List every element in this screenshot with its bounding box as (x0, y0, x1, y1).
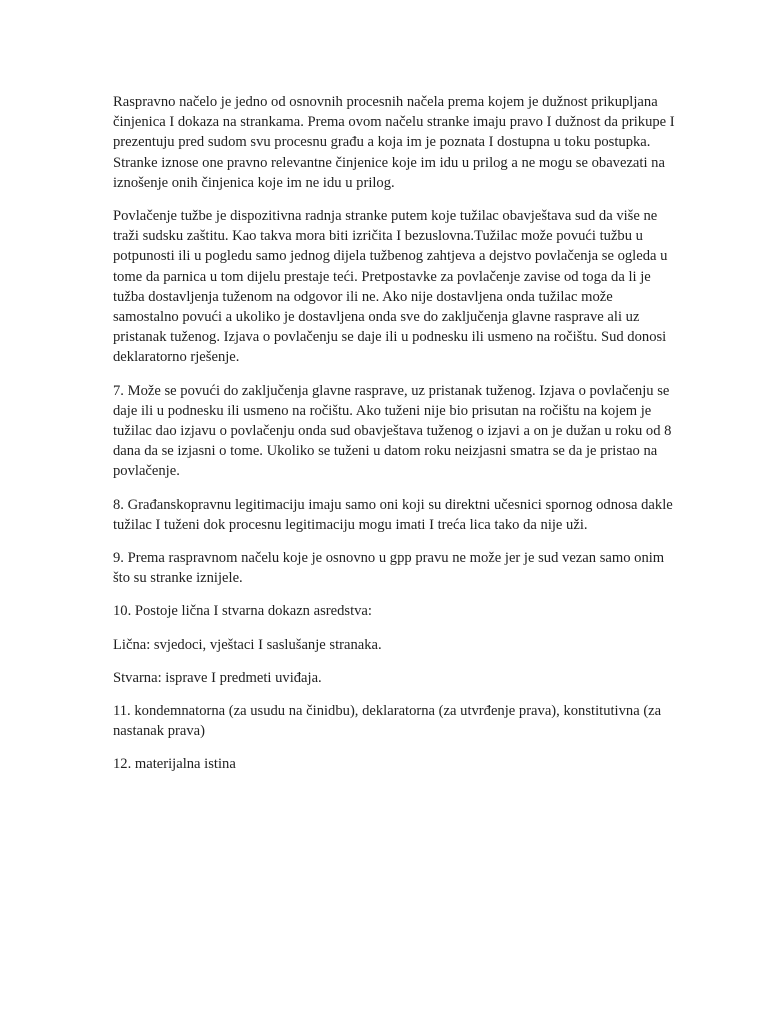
paragraph-povlacenje-tuzbe: Povlačenje tužbe je dispozitivna radnja stranke putem koje tužilac obavještava sud da više ne traži sudsku zaštitu. Kao takva mora biti izričita I bezuslovna.Tužilac može povući tužbu u potpunosti ili u pogledu samo jednog dijela tužbenog zahtjeva a dejstvo povlačenja se ogleda u tome da parnica u tom dijelu prestaje teći. Pretpostavke za povlačenje zavise od toga da li je tužba dostavljenja tuženom na odgovor ili ne. Ako nije dostavljena onda tužilac može samostalno povući a ukoliko je dostavljena onda sve do zaključenja glavne rasprave ali uz pristanak tuženog. Izjava o povlačenju se daje ili u podnesku ili usmeno na ročištu. Sud donosi deklaratorno rješenje. (113, 208, 668, 366)
document-page (113, 92, 679, 788)
paragraph-answer-7: 7. Može se povući do zaključenja glavne rasprave, uz pristanak tuženog. Izjava o povlačenju se daje ili u podnesku ili usmeno na ročištu. Ako tuženi nije bio prisutan na ročištu na kojem je tužilac dao izjavu o povlačenju onda sud obavještava tuženog o izjavi a on je dužan u roku od 8 dana da se izjasni o tome. Ukoliko se tuženi u datom roku neizjasni smatra se da je pristao na povlačenje. (113, 382, 672, 480)
paragraph-answer-11: 11. kondemnatorna (za usudu na činidbu), deklaratorna (za utvrđenje prava), konstitutivna (za nastanak prava) (113, 703, 662, 740)
paragraph-licna: Lična: svjedoci, vještaci I saslušanje stranaka. (113, 636, 382, 653)
paragraph-answer-10: 10. Postoje lična I stvarna dokazn asredstva: (113, 603, 372, 620)
paragraph-raspravno-nacelo: Raspravno načelo je jedno od osnovnih procesnih načela prema kojem je dužnost prikupljana činjenica I dokaza na strankama. Prema ovom načelu stranke imaju pravo I dužnost da prikupe I prezentuju pred sudom svu procesnu građu a koja im je poznata I dostupna u toku postupka. Stranke iznose one pravno relevantne činjenice koje im idu u prilog a ne mogu se obavezati na iznošenje onih činjenica koje im ne idu u prilog. (113, 94, 675, 191)
paragraph-stvarna: Stvarna: isprave I predmeti uviđaja. (113, 669, 322, 686)
paragraph-answer-9: 9. Prema raspravnom načelu koje je osnovno u gpp pravu ne može jer je sud vezan samo onim što su stranke iznijele. (113, 550, 665, 587)
paragraph-answer-12: 12. materijalna istina (113, 756, 236, 773)
paragraph-answer-8: 8. Građanskopravnu legitimaciju imaju samo oni koji su direktni učesnici spornog odnosa dakle tužilac I tuženi dok procesnu legitimaciju mogu imati I treća lica tako da nije uži. (113, 496, 673, 533)
